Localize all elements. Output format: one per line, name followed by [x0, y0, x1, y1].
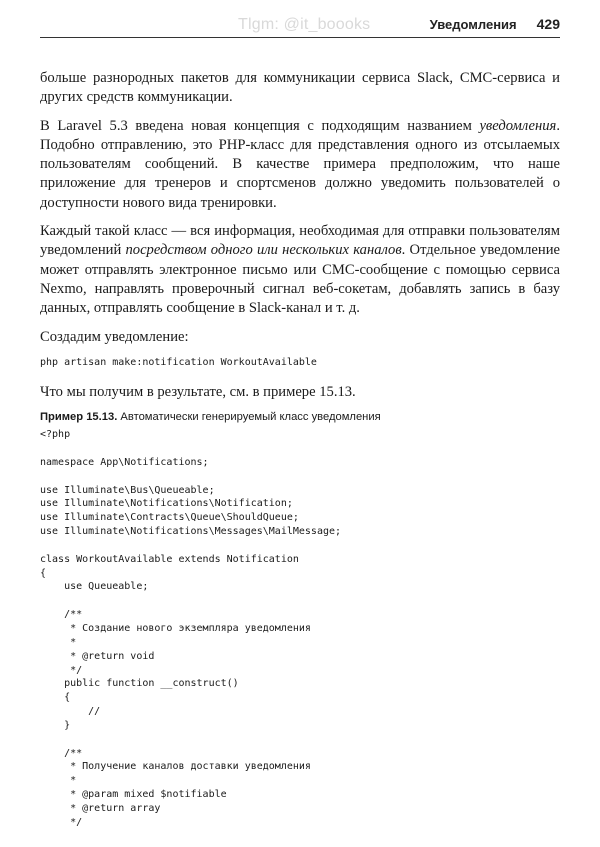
- paragraph-3-end: . Отдельное уведомление может отправлять электронное письмо или СМС-сообщение с помощью сервиса Nexmo, направлять проверочный сигнал веб-сокетам, добавлять запись в базу данных, отправлять сообщение в Slack-канал и т. д.: [40, 242, 560, 317]
- paragraph-3-start: Каждый такой класс — вся информация, необходимая для отправки пользователям уведомлений: [40, 223, 560, 259]
- code-listing: <?php namespace App\Notifications; use Illuminate\Bus\Queueable; use Illuminate\Notifications\Notification; use Illuminate\Contracts\Queue\ShouldQueue; use Illuminate\Notifications\Messages\MailMessage; class WorkoutAvailable extends Notification { use Queueable; /** * Создание нового экземпляра уведомления * * @return void */ public function __construct() { // } /** * Получение каналов доставки уведомления * * @param mixed $notifiable * @return array */: [40, 429, 342, 828]
- paragraph-3: [40, 222, 560, 318]
- paragraph-2-end: . Подобно отправлению, это PHP-класс для представления одного из отсылаемых пользователям сообщений. В качестве примера предположим, что наше приложение для тренеров и спортсменов должно уведомить пользователей о доступности нового вида тренировки.: [40, 117, 560, 211]
- paragraph-2: [40, 117, 560, 213]
- section-title: Уведомления: [429, 17, 517, 32]
- paragraph-5: Что мы получим в результате, см. в примере 15.13.: [40, 383, 356, 400]
- watermark: Tlgm: @it_boooks: [238, 16, 371, 33]
- term-channels: посредством одного или нескольких каналов: [125, 242, 402, 259]
- example-label: Пример 15.13.: [40, 411, 118, 424]
- page-number: 429: [536, 16, 560, 32]
- example-title: Автоматически генерируемый класс уведомления: [120, 411, 381, 424]
- running-head: [430, 16, 560, 32]
- artisan-command: php artisan make:notification WorkoutAvailable: [40, 356, 317, 368]
- term-notifications: уведомления: [479, 117, 557, 134]
- paragraph-2-start: В Laravel 5.3 введена новая концепция с подходящим названием: [40, 117, 480, 134]
- example-caption: [40, 411, 560, 423]
- paragraph-1: больше разнородных пакетов для коммуникации сервиса Slack, СМС-сервиса и других средств коммуникации.: [40, 70, 560, 106]
- page-content: [40, 69, 560, 830]
- header-divider: [40, 37, 560, 38]
- paragraph-4: Создадим уведомление:: [40, 328, 189, 345]
